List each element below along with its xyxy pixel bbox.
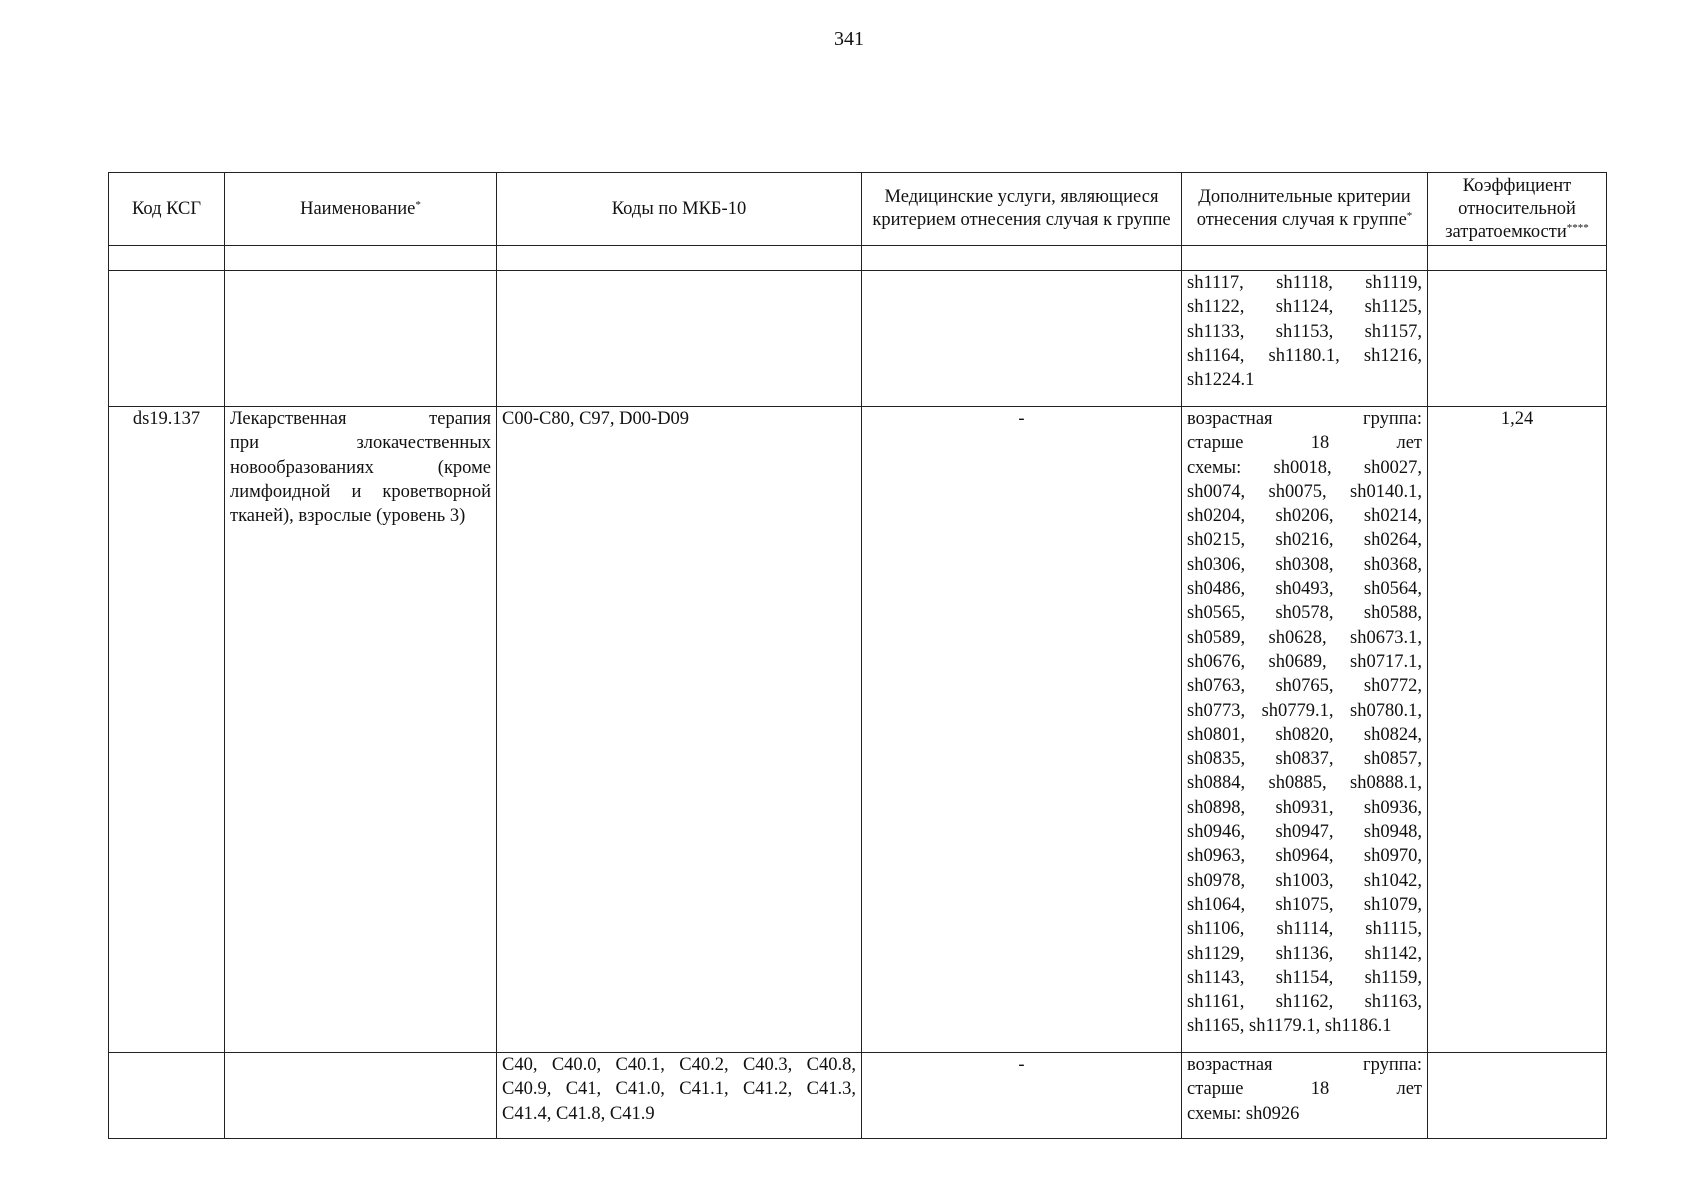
text-line: sh0884, sh0885, sh0888.1, bbox=[1187, 773, 1422, 794]
text-line: схемы: sh0926 bbox=[1187, 1103, 1300, 1124]
row2-coef: 1,24 bbox=[1428, 407, 1607, 1053]
text-line: sh1133, sh1153, sh1157, bbox=[1187, 321, 1422, 342]
header-criteria: Дополнительные критерии отнесения случая к группе* bbox=[1182, 173, 1428, 246]
row2-code: ds19.137 bbox=[109, 407, 225, 1053]
text-line: sh1117, sh1118, sh1119, bbox=[1187, 273, 1422, 293]
text-line: sh1165, sh1179.1, sh1186.1 bbox=[1187, 1016, 1392, 1037]
row3-code bbox=[109, 1053, 225, 1139]
text-line: схемы: sh0018, sh0027, bbox=[1187, 457, 1422, 478]
header-coef-mark: **** bbox=[1566, 221, 1589, 234]
row1-code bbox=[109, 271, 225, 407]
header-mkb: Коды по МКБ-10 bbox=[497, 173, 862, 246]
text-line: sh0898, sh0931, sh0936, bbox=[1187, 797, 1422, 818]
row1-name bbox=[225, 271, 497, 407]
text-line: sh0978, sh1003, sh1042, bbox=[1187, 870, 1422, 891]
ksg-table bbox=[108, 172, 1607, 1139]
header-criteria-mark: * bbox=[1406, 210, 1413, 222]
row2-criteria bbox=[1182, 407, 1428, 1053]
text-line: sh0835, sh0837, sh0857, bbox=[1187, 749, 1422, 770]
text-line: sh0946, sh0947, sh0948, bbox=[1187, 822, 1422, 843]
row1-mkb bbox=[497, 271, 862, 407]
row3-mkb bbox=[497, 1053, 862, 1139]
header-services: Медицинские услуги, являющиеся критерием отнесения случая к группе bbox=[862, 173, 1182, 246]
row2-services: - bbox=[862, 407, 1182, 1053]
header-row bbox=[109, 173, 1607, 246]
row1-services bbox=[862, 271, 1182, 407]
text-line: лимфоидной и кроветворной bbox=[230, 481, 491, 502]
text-line: sh0565, sh0578, sh0588, bbox=[1187, 603, 1422, 624]
text-line: возрастная группа: bbox=[1187, 409, 1422, 429]
text-line: sh0773, sh0779.1, sh0780.1, bbox=[1187, 700, 1422, 721]
row3-services: - bbox=[862, 1053, 1182, 1139]
text-line: sh0676, sh0689, sh0717.1, bbox=[1187, 651, 1422, 672]
header-coef: Коэффициент относительной затратоемкости**** bbox=[1428, 173, 1607, 246]
text-line: старше 18 лет bbox=[1187, 433, 1422, 454]
text-line: sh1106, sh1114, sh1115, bbox=[1187, 919, 1422, 940]
row1-criteria bbox=[1182, 271, 1428, 407]
text-line: C41.4, C41.8, C41.9 bbox=[502, 1103, 655, 1124]
text-line: sh1122, sh1124, sh1125, bbox=[1187, 297, 1422, 318]
table-row bbox=[109, 1053, 1607, 1139]
table-row bbox=[109, 407, 1607, 1053]
row1-coef bbox=[1428, 271, 1607, 407]
header-name: Наименование* bbox=[225, 173, 497, 246]
text-line: тканей), взрослые (уровень 3) bbox=[230, 506, 466, 527]
text-line: sh0074, sh0075, sh0140.1, bbox=[1187, 481, 1422, 502]
text-line: при злокачественных bbox=[230, 433, 491, 454]
text-line: возрастная группа: bbox=[1187, 1055, 1422, 1075]
text-line: sh1143, sh1154, sh1159, bbox=[1187, 967, 1422, 988]
row3-coef bbox=[1428, 1053, 1607, 1139]
text-line: sh0204, sh0206, sh0214, bbox=[1187, 506, 1422, 527]
text-line: старше 18 лет bbox=[1187, 1079, 1422, 1100]
text-line: Лекарственная терапия bbox=[230, 409, 491, 429]
text-line: sh1064, sh1075, sh1079, bbox=[1187, 894, 1422, 915]
text-line: новообразованиях (кроме bbox=[230, 457, 491, 478]
text-line: sh1164, sh1180.1, sh1216, bbox=[1187, 345, 1422, 366]
text-line: C40, C40.0, C40.1, C40.2, C40.3, C40.8, bbox=[502, 1055, 856, 1075]
text-line: sh1224.1 bbox=[1187, 370, 1255, 391]
spacer-row bbox=[109, 246, 1607, 271]
table-row bbox=[109, 271, 1607, 407]
row2-mkb: C00-C80, C97, D00-D09 bbox=[497, 407, 862, 1053]
text-line: sh0486, sh0493, sh0564, bbox=[1187, 579, 1422, 600]
page-number: 341 bbox=[834, 28, 864, 50]
text-line: sh0801, sh0820, sh0824, bbox=[1187, 724, 1422, 745]
text-line: C40.9, C41, C41.0, C41.1, C41.2, C41.3, bbox=[502, 1079, 856, 1100]
text-line: sh0963, sh0964, sh0970, bbox=[1187, 846, 1422, 867]
row3-criteria bbox=[1182, 1053, 1428, 1139]
text-line: sh0215, sh0216, sh0264, bbox=[1187, 530, 1422, 551]
text-line: sh0589, sh0628, sh0673.1, bbox=[1187, 627, 1422, 648]
text-line: sh0306, sh0308, sh0368, bbox=[1187, 554, 1422, 575]
header-code: Код КСГ bbox=[109, 173, 225, 246]
text-line: sh1129, sh1136, sh1142, bbox=[1187, 943, 1422, 964]
text-line: sh1161, sh1162, sh1163, bbox=[1187, 992, 1422, 1013]
row3-name bbox=[225, 1053, 497, 1139]
header-name-mark: * bbox=[415, 198, 421, 211]
row2-name bbox=[225, 407, 497, 1053]
text-line: sh0763, sh0765, sh0772, bbox=[1187, 676, 1422, 697]
